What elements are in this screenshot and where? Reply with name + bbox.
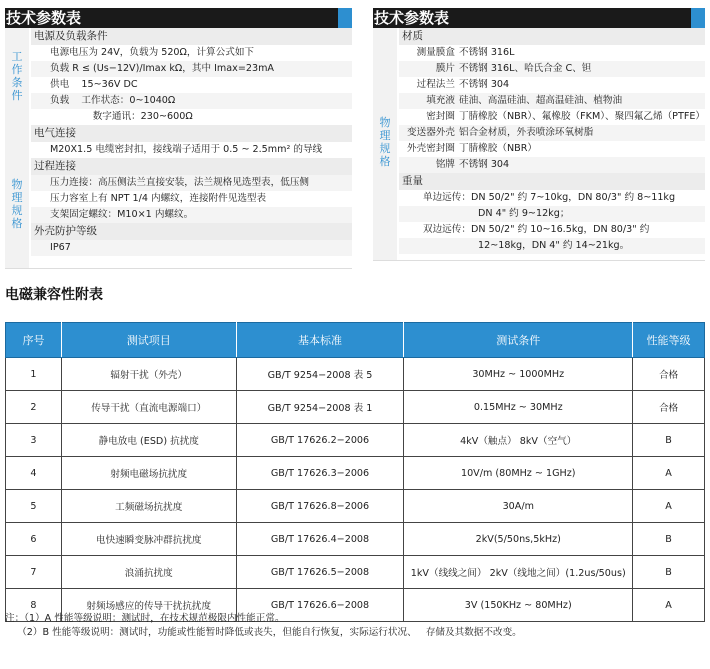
weight-header: 重量 — [399, 173, 705, 190]
cell-standard: GB/T 9254−2008 表 5 — [236, 358, 404, 391]
material-value: 不锈钢 304 — [459, 79, 510, 90]
material-row — [399, 141, 705, 157]
process-row: 压力容室上有 NPT 1/4 内螺纹，连接附件见选型表 — [50, 193, 267, 204]
cell-no: 2 — [6, 391, 62, 424]
process-header: 过程连接 — [31, 158, 352, 175]
weight-row: 12~18kg，DN 4" 约 14~21kg。 — [399, 238, 705, 254]
cell-no: 1 — [6, 358, 62, 391]
cell-grade: 合格 — [633, 391, 705, 424]
cell-no: 5 — [6, 490, 62, 523]
material-key: 变送器外壳 — [407, 127, 455, 138]
table-row — [6, 424, 705, 457]
cell-standard: GB/T 17626.3−2006 — [236, 457, 404, 490]
cell-no: 6 — [6, 523, 62, 556]
material-value: 不锈钢 316L、哈氏合金 C、钽 — [459, 63, 592, 74]
emc-table — [5, 322, 705, 622]
cell-grade: A — [633, 589, 705, 622]
cell-test-item: 射频电磁场抗扰度 — [61, 457, 236, 490]
cell-test-item: 工频磁场抗扰度 — [61, 490, 236, 523]
material-key: 密封圈 — [426, 111, 455, 122]
cell-test-item: 辐射干扰（外壳） — [61, 358, 236, 391]
weight-row: 双边远传：DN 50/2" 约 10~16.5kg，DN 80/3" 约 — [423, 224, 650, 235]
electrical-row: M20X1.5 电缆密封扣，接线端子适用于 0.5 ~ 2.5mm² 的导线 — [50, 144, 323, 155]
table-row — [6, 391, 705, 424]
material-value: 硅油、高温硅油、超高温硅油、植物油 — [459, 95, 623, 106]
col-header-no: 序号 — [6, 323, 62, 358]
cell-condition: 10V/m (80MHz ~ 1GHz) — [404, 457, 633, 490]
power-row: 供电 15~36V DC — [50, 79, 138, 90]
material-row — [399, 157, 705, 173]
process-row: 支架固定螺纹：M10×1 内螺纹。 — [31, 207, 352, 223]
cell-grade: A — [633, 490, 705, 523]
left-spec-panel — [5, 8, 352, 269]
weight-row: DN 4" 约 9~12kg； — [399, 206, 705, 222]
side-label-working-conditions: 工作条件 — [11, 50, 23, 102]
side-label-physical-spec: 物理规格 — [11, 178, 23, 230]
material-value: 丁腈橡胶（NBR）、氟橡胶（FKM）、聚四氟乙烯（PTFE） — [458, 111, 705, 122]
col-header-condition: 测试条件 — [404, 323, 633, 358]
right-panel-body — [373, 28, 705, 261]
cell-test-item: 传导干扰（直流电源端口） — [61, 391, 236, 424]
power-row: 负载 R ≤ (Us−12V)/Imax kΩ，其中 Imax=23mA — [31, 61, 352, 77]
cell-no: 3 — [6, 424, 62, 457]
cell-standard: GB/T 17626.4−2008 — [236, 523, 404, 556]
cell-no: 7 — [6, 556, 62, 589]
power-row: 负载 工作状态：0~1040Ω — [31, 93, 352, 109]
enclosure-header: 外壳防护等级 — [31, 223, 352, 240]
cell-condition: 3V (150KHz ~ 80MHz) — [404, 589, 633, 622]
emc-header-row — [6, 323, 705, 358]
enclosure-row: IP67 — [31, 240, 352, 256]
cell-test-item: 静电放电 (ESD) 抗扰度 — [61, 424, 236, 457]
material-key: 填充液 — [426, 95, 455, 106]
cell-condition: 30A/m — [404, 490, 633, 523]
material-list — [399, 45, 705, 173]
right-spec-panel — [373, 8, 705, 261]
cell-no: 4 — [6, 457, 62, 490]
material-value: 丁腈橡胶（NBR） — [459, 143, 537, 154]
side-label-physical-spec: 物理规格 — [379, 116, 391, 168]
col-header-standard: 基本标准 — [236, 323, 404, 358]
cell-standard: GB/T 17626.2−2006 — [236, 424, 404, 457]
electrical-header: 电气连接 — [31, 125, 352, 142]
col-header-item: 测试项目 — [61, 323, 236, 358]
material-key: 过程法兰 — [416, 79, 455, 90]
cell-standard: GB/T 17626.8−2006 — [236, 490, 404, 523]
cell-no: 8 — [6, 589, 62, 622]
cell-condition: 1kV（线线之间） 2kV（线地之间）(1.2us/50us) — [404, 556, 633, 589]
material-value: 不锈钢 304 — [459, 159, 510, 170]
left-panel-title: 技术参数表 — [5, 8, 352, 28]
cell-standard: GB/T 9254−2008 表 1 — [236, 391, 404, 424]
power-row: 数字通讯：230~600Ω — [50, 111, 193, 122]
table-row — [6, 490, 705, 523]
material-key: 铭牌 — [435, 159, 455, 170]
cell-grade: B — [633, 523, 705, 556]
cell-test-item: 电快速瞬变脉冲群抗扰度 — [61, 523, 236, 556]
emc-section-title: 电磁兼容性附表 — [5, 287, 103, 303]
power-row: 电源电压为 24V，负载为 520Ω，计算公式如下 — [50, 47, 255, 58]
material-key: 膜片 — [435, 63, 455, 74]
note-line: 注：（1）A 性能等级说明：测试时，在技术规范极限内性能正常。 — [5, 613, 285, 624]
cell-condition: 4kV（触点） 8kV（空气） — [404, 424, 633, 457]
left-panel-body — [5, 28, 352, 269]
material-key: 外壳密封圈 — [407, 143, 455, 154]
material-row — [399, 93, 705, 109]
material-row — [399, 77, 705, 93]
table-row — [6, 358, 705, 391]
notes — [5, 612, 522, 640]
right-panel-title: 技术参数表 — [373, 8, 705, 28]
cell-test-item: 浪涌抗扰度 — [61, 556, 236, 589]
cell-grade: B — [633, 556, 705, 589]
material-row — [399, 109, 705, 125]
process-row: 压力连接：高压侧法兰直接安装，法兰规格见选型表，低压侧 — [31, 175, 352, 191]
note-line: （2）B 性能等级说明：测试时，功能或性能暂时降低或丧失，但能自行恢复，实际运行状况、 存储及其数据不改变。 — [5, 627, 522, 638]
table-row — [6, 556, 705, 589]
material-value: 不锈钢 316L — [459, 47, 515, 58]
material-row — [399, 45, 705, 61]
material-key: 测量膜盒 — [416, 47, 455, 58]
col-header-grade: 性能等级 — [633, 323, 705, 358]
cell-condition: 30MHz ~ 1000MHz — [404, 358, 633, 391]
cell-condition: 2kV(5/50ns,5kHz) — [404, 523, 633, 556]
cell-grade: 合格 — [633, 358, 705, 391]
material-row — [399, 125, 705, 141]
cell-standard: GB/T 17626.6−2008 — [236, 589, 404, 622]
material-value: 铝合金材质，外表喷涂环氧树脂 — [459, 127, 594, 138]
material-row — [399, 61, 705, 77]
power-header: 电源及负载条件 — [31, 28, 352, 45]
cell-test-item: 射频场感应的传导干扰抗扰度 — [61, 589, 236, 622]
cell-grade: A — [633, 457, 705, 490]
cell-standard: GB/T 17626.5−2008 — [236, 556, 404, 589]
cell-condition: 0.15MHz ~ 30MHz — [404, 391, 633, 424]
material-header: 材质 — [399, 28, 705, 45]
cell-grade: B — [633, 424, 705, 457]
table-row — [6, 457, 705, 490]
weight-row: 单边远传：DN 50/2" 约 7~10kg，DN 80/3" 约 8~11kg — [423, 192, 676, 203]
table-row — [6, 523, 705, 556]
